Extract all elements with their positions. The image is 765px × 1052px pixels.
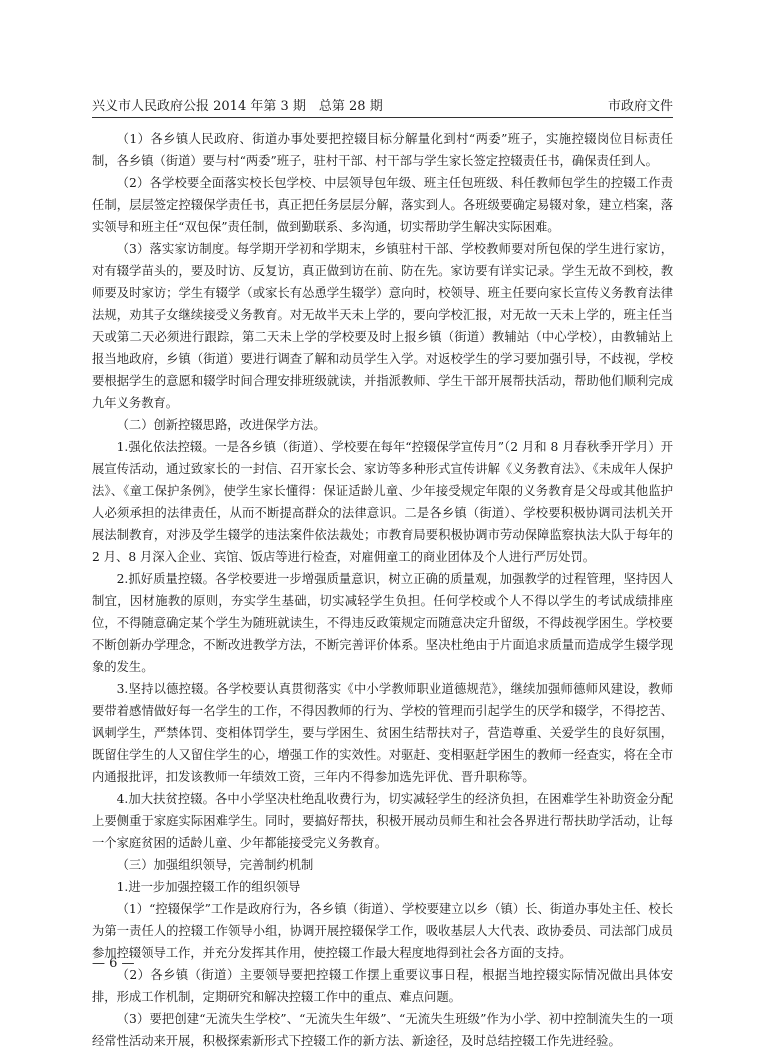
paragraph: 1.强化依法控辍。一是各乡镇（街道）、学校要在每年“控辍保学宣传月”（2 月和 8 月春秋季开学月）开展宣传活动，通过致家长的一封信、召开家长会、家访等多种形式宣传讲解《义务教育法》、《未成年人保护法》、《童工保护条例》，使学生家长懂得：保证适龄儿童、少年接受规定年限的义务教育是父母或其他监护人必须承担的法律责任，从而不断提高群众的法律意识。二是各乡镇（街道）、学校要积极协调司法机关开展法制教育，对涉及学生辍学的违法案件依法裁处；市教育局要积极协调市劳动保障监察执法大队于每年的 2 月、8 月深入企业、宾馆、饭店等进行检查，对雇佣童工的商业团体及个人进行严厉处罚。 [92,440,673,564]
section-heading: （三）加强组织领导，完善制约机制 [116,858,314,872]
paragraph: （3）落实家访制度。每学期开学初和学期末，乡镇驻村干部、学校教师要对所包保的学生进行家访，对有辍学苗头的，要及时访、反复访，真正做到访在前、防在先。家访要有详实记录。学生无故不到校，教师要及时家访；学生有辍学（或家长有怂恿学生辍学）意向时，校领导、班主任要向家长宣传义务教育法律法规，劝其子女继续接受义务教育。对无故半天未上学的，要向学校汇报，对无故一天未上学的，班主任当天或第二天必须进行跟踪，第二天未上学的学校要及时上报乡镇（街道）教辅站（中心学校），由教辅站上报当地政府，乡镇（街道）要进行调查了解和动员学生入学。对返校学生的学习要加强引导，不歧视，学校要根据学生的意愿和辍学时间合理安排班级就读，并指派教师、学生干部开展帮扶活动，帮助他们顺利完成九年义务教育。 [92,242,673,410]
paragraph: （3）要把创建“无流失生学校”、“无流失生年级”、“无流失生班级”作为小学、初中控制流失生的一项经常性活动来开展，积极探索新形式下控辍工作的新方法、新途径，及时总结控辍工作先进经验。 [92,1012,673,1048]
subsection-heading: 1.进一步加强控辍工作的组织领导 [116,880,301,894]
paragraph: （1）“控辍保学”工作是政府行为，各乡镇（街道）、学校要建立以乡（镇）长、街道办事处主任、校长为第一责任人的控辍工作领导小组，协调开展控辍保学工作，吸收基层人大代表、政协委员、司法部门成员参加控辍领导工作，并充分发挥其作用，使控辍工作最大程度地得到社会各方面的支持。 [92,902,673,960]
paragraph: 4.加大扶贫控辍。各中小学坚决杜绝乱收费行为，切实减轻学生的经济负担，在困难学生补助资金分配上要侧重于家庭实际困难学生。同时，要搞好帮扶，积极开展动员师生和社会各界进行帮扶助学活动，让每一个家庭贫困的适龄儿童、少年都能接受完义务教育。 [92,792,673,850]
paragraph: 3.坚持以德控辍。各学校要认真贯彻落实《中小学教师职业道德规范》，继续加强师德师风建设，教师要带着感情做好每一名学生的工作，不得因教师的行为、学校的管理而引起学生的厌学和辍学，不得挖苦、讽刺学生，严禁体罚、变相体罚学生，要与学困生、贫困生结帮扶对子，营造尊重、关爱学生的良好氛围，既留住学生的人又留住学生的心，增强工作的实效性。对驱赶、变相驱赶学困生的教师一经查实，将在全市内通报批评，扣发该教师一年绩效工资，三年内不得参加选先评优、晋升职称等。 [92,682,673,784]
paragraph: （2）各学校要全面落实校长包学校、中层领导包年级、班主任包班级、科任教师包学生的控辍工作责任制，层层签定控辍保学责任书，真正把任务层层分解，落实到人。各班级要确定易辍对象，建立档案，落实领导和班主任“双包保”责任制，做到勤联系、多沟通，切实帮助学生解决实际困难。 [92,176,673,234]
paragraph: （1）各乡镇人民政府、街道办事处要把控辍目标分解量化到村“两委”班子，实施控辍岗位目标责任制，各乡镇（街道）要与村“两委”班子，驻村干部、村干部与学生家长签定控辍责任书，确保责任到人。 [92,132,673,168]
header-publication: 兴义市人民政府公报 2014 年第 3 期 总第 28 期 [92,99,383,114]
header-section: 市政府文件 [607,99,673,114]
page-number: — 6 — [92,956,135,971]
paragraph: （2）各乡镇（街道）主要领导要把控辍工作摆上重要议事日程，根据当地控辍实际情况做出具体安排，形成工作机制，定期研究和解决控辍工作中的重点、难点问题。 [92,968,673,1004]
paragraph: 2.抓好质量控辍。各学校要进一步增强质量意识，树立正确的质量观，加强教学的过程管理，坚持因人制宜，因材施教的原则，夯实学生基础，切实减轻学生负担。任何学校或个人不得以学生的考试成绩排座位，不得随意确定某个学生为随班就读生，不得违反政策规定而随意决定升留级，不得歧视学困生。学校要不断创新办学理念，不断改进教学方法，不断完善评价体系。坚决杜绝由于片面追求质量而造成学生辍学现象的发生。 [92,572,673,674]
page-header [92,92,673,118]
section-heading: （二）创新控辍思路，改进保学方法。 [116,418,326,432]
body-text [92,128,673,1052]
